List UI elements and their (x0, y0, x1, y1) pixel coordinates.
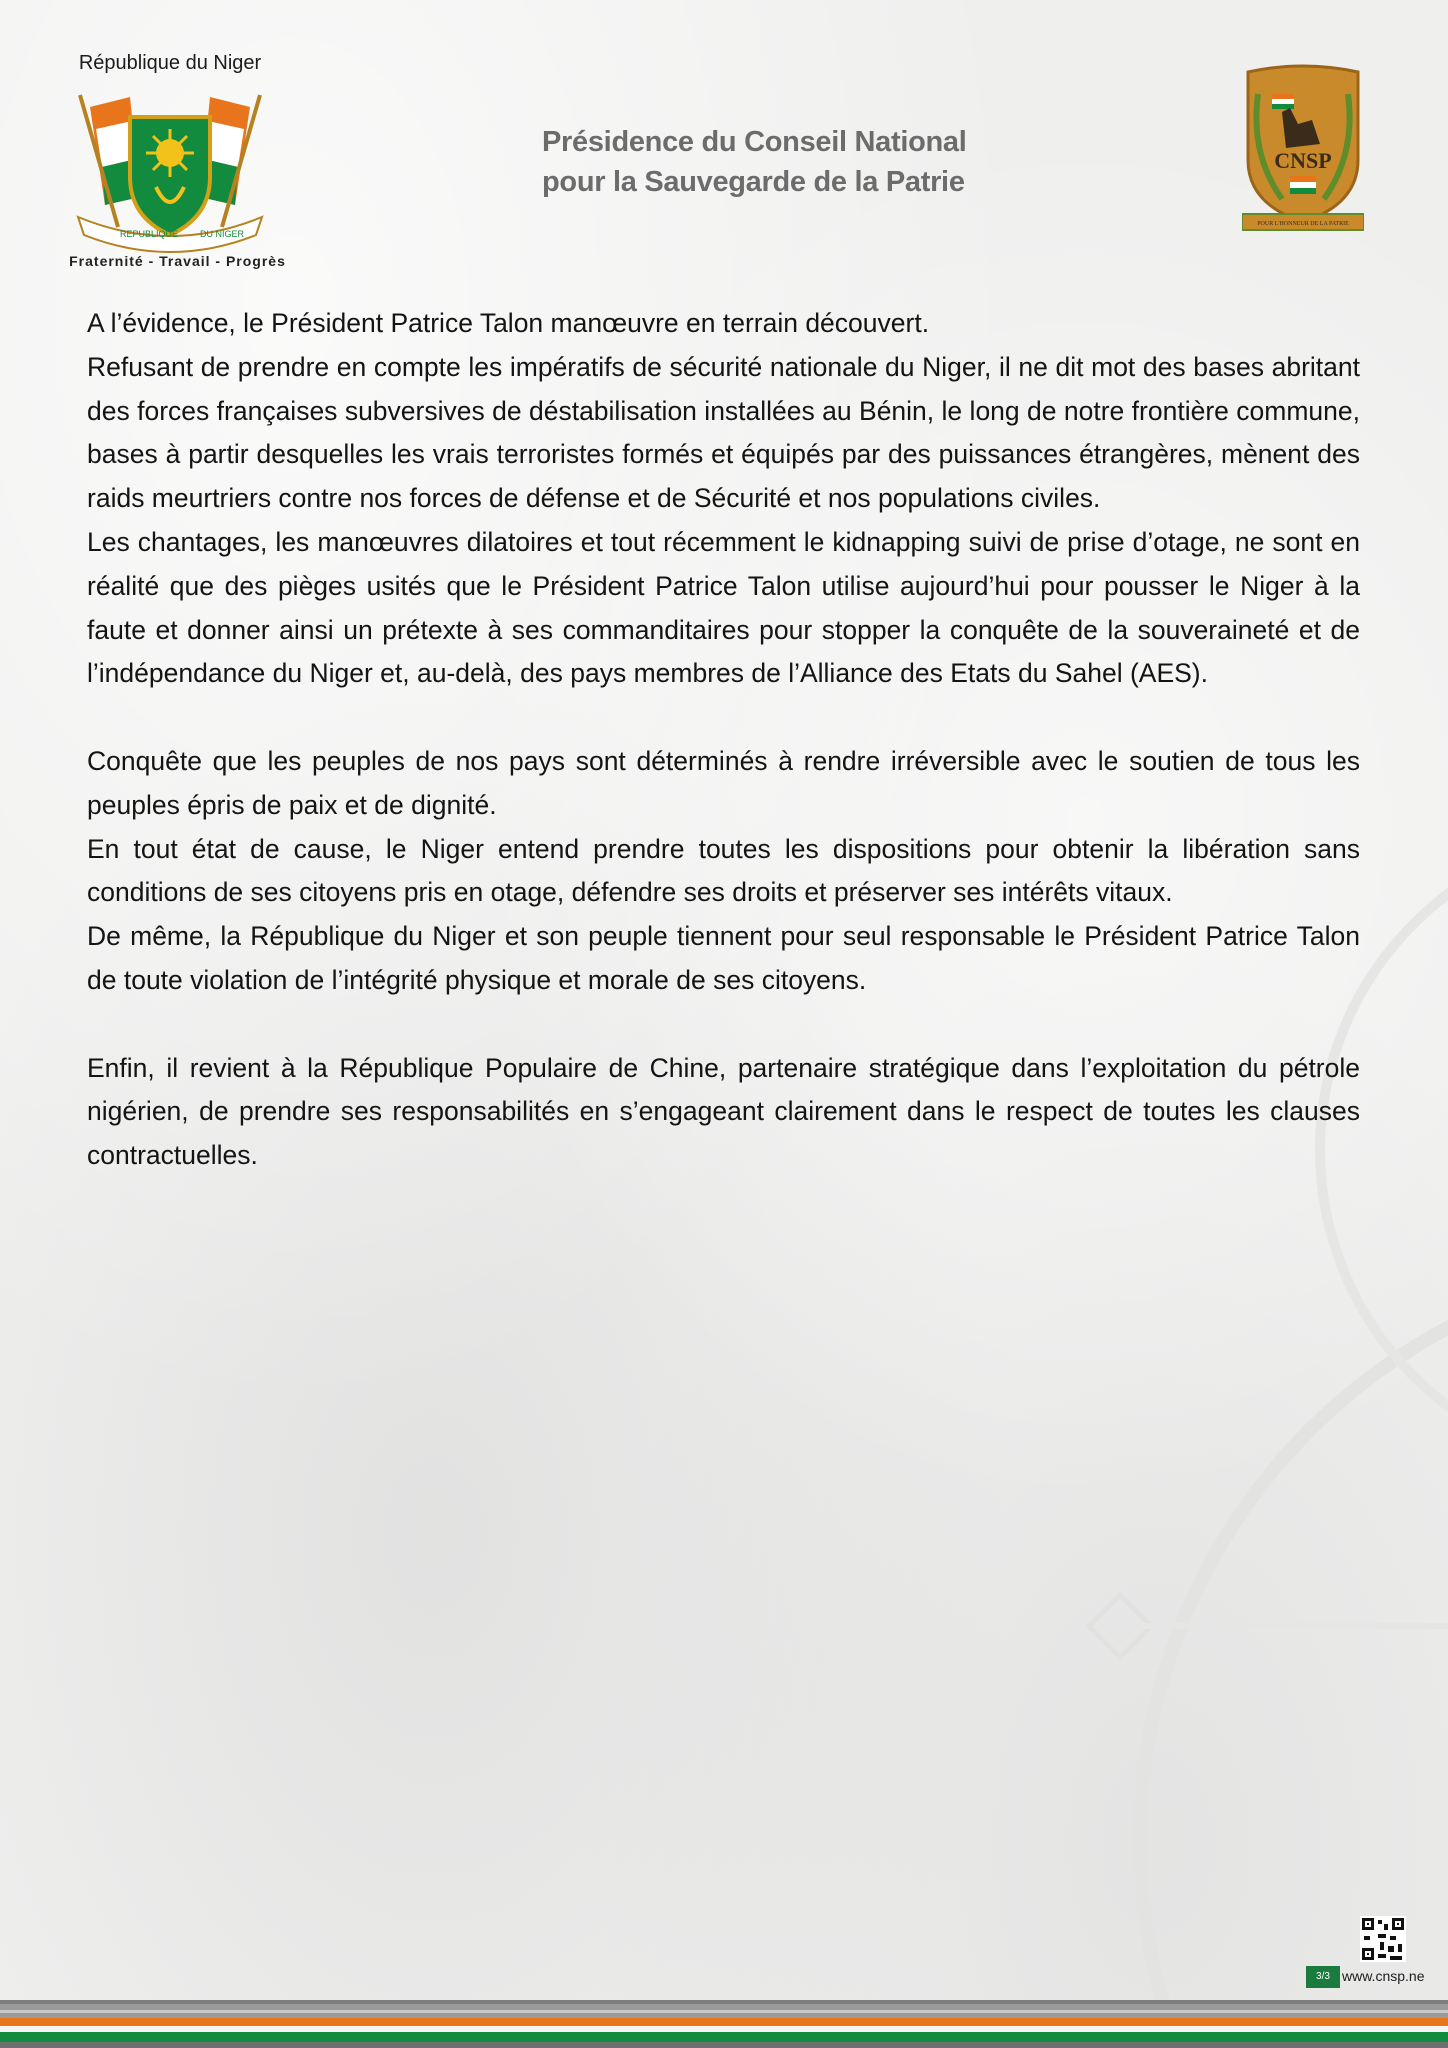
paragraph-5: En tout état de cause, le Niger entend prendre toutes les dispositions pour obtenir la libération sans conditions de ses citoyens pris en otage, défendre ses droits et préserver ses intérêts vitaux. (87, 833, 1360, 908)
header-left (60, 52, 300, 269)
niger-coat-of-arms-icon (60, 77, 280, 253)
website-link[interactable]: www.cnsp.ne (1342, 1968, 1425, 1984)
qr-code-icon[interactable] (1360, 1916, 1406, 1962)
paragraph-6: De même, la République du Niger et son peuple tiennent pour seul responsable le Président Patrice Talon de toute violation de l’intégrité physique et morale de ses citoyens. (87, 921, 1360, 995)
national-motto: Fraternité - Travail - Progrès (69, 253, 286, 269)
country-name: République du Niger (78, 52, 262, 74)
svg-text:POUR L'HONNEUR DE LA PATRIE: POUR L'HONNEUR DE LA PATRIE (1257, 221, 1349, 227)
page-number-badge: 3/3 (1306, 1966, 1340, 1988)
svg-text:CNSP: CNSP (1274, 148, 1332, 173)
institution-title-line1: Présidence du Conseil National (542, 126, 967, 158)
paragraph-spacer (87, 1003, 1360, 1047)
paragraph-4: Conquête que les peuples de nos pays sont déterminés à rendre irréversible avec le soutien de tous les peuples épris de paix et de dignité. (87, 745, 1360, 820)
paragraph-7: Enfin, il revient à la République Populaire de Chine, partenaire stratégique dans l’exploitation du pétrole nigérien, de prendre ses responsabilités en s’engageant clairement dans le respect de toutes les clauses contractuelles. (87, 1052, 1360, 1171)
cnsp-emblem-icon (1242, 64, 1364, 234)
paragraph-3: Les chantages, les manœuvres dilatoires et tout récemment le kidnapping suivi de prise d’otage, ne sont en réalité que des pièges usités que le Président Patrice Talon utilise aujourd’hui pour pousser le Niger à la faute et donner ainsi un prétexte à ses commanditaires pour stopper la conquête de la souveraineté et de l’indépendance du Niger et, au-delà, des pays membres de l’Alliance des Etats du Sahel (AES). (87, 526, 1360, 689)
svg-text:DU NIGER: DU NIGER (200, 229, 245, 239)
institution-title (542, 122, 1012, 202)
paragraph-2: Refusant de prendre en compte les impératifs de sécurité nationale du Niger, il ne dit mot des bases abritant des forces françaises subversives de déstabilisation installées au Bénin, le long de notre frontière commune, bases à partir desquelles les vrais terroristes formés et équipés par des puissances étrangères, mènent des raids meurtriers contre nos forces de défense et de Sécurité et nos populations civiles. (87, 351, 1360, 514)
institution-title-line2: pour la Sauvegarde de la Patrie (542, 166, 965, 198)
communique-body (87, 302, 1360, 1178)
footer-decorative-band (0, 2000, 1448, 2048)
svg-text:REPUBLIQUE: REPUBLIQUE (120, 229, 179, 239)
paragraph-spacer (87, 696, 1360, 740)
paragraph-1: A l’évidence, le Président Patrice Talon manœuvre en terrain découvert. (87, 308, 930, 338)
